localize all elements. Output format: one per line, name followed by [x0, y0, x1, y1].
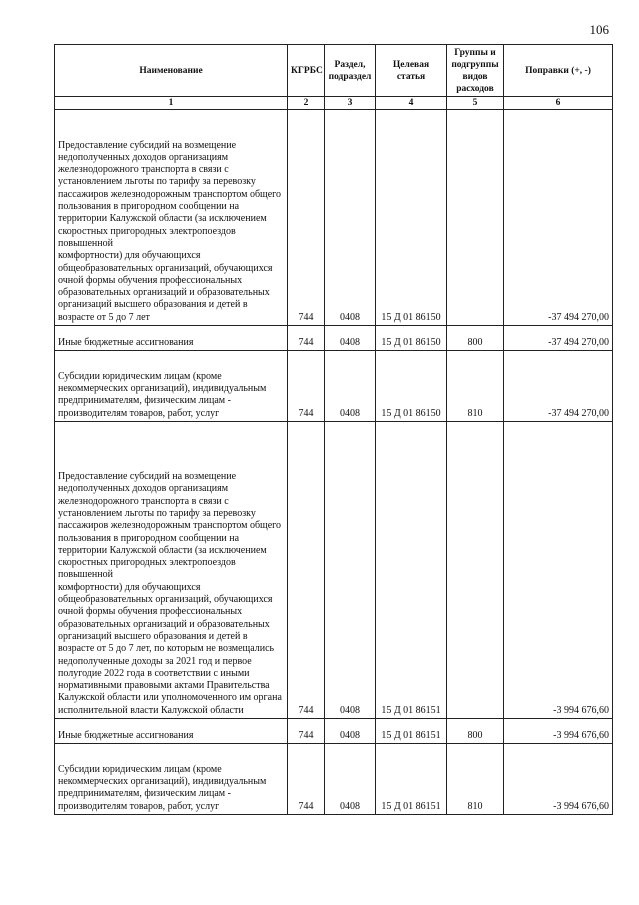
row-section: 0408 — [325, 326, 376, 351]
row-target: 15 Д 01 86150 — [376, 326, 447, 351]
header-section: Раздел, подраздел — [325, 45, 376, 97]
header-group: Группы и подгруппы видов расходов — [447, 45, 504, 97]
row-name: Иные бюджетные ассигнования — [55, 719, 288, 744]
row-target: 15 Д 01 86150 — [376, 351, 447, 422]
row-group: 800 — [447, 719, 504, 744]
row-target: 15 Д 01 86151 — [376, 422, 447, 719]
column-number: 3 — [325, 97, 376, 110]
row-amount: -37 494 270,00 — [504, 326, 613, 351]
row-group: 800 — [447, 326, 504, 351]
row-name: Предоставление субсидий на возмещение недополученных доходов организациям железнодорожного транспорта в связи с установлением льготы по тарифу за перевозку пассажиров железнодорожным транспортом общего пользования в пригородном сообщении на территории Калужской области (за исключением скоростных пригородных электропоездов повышенной комфортности) для обучающихся общеобразовательных организаций, обучающихся очной формы обучения профессиональных образовательных организаций и образовательных организаций высшего образования и детей в возрасте от 5 до 7 лет — [55, 110, 288, 326]
row-kgrbs: 744 — [288, 744, 325, 815]
column-number-row — [55, 97, 613, 110]
row-kgrbs: 744 — [288, 351, 325, 422]
row-group — [447, 110, 504, 326]
table-row — [55, 719, 613, 744]
column-number: 2 — [288, 97, 325, 110]
row-kgrbs: 744 — [288, 422, 325, 719]
row-section: 0408 — [325, 719, 376, 744]
row-amount: -3 994 676,60 — [504, 744, 613, 815]
row-amount: -3 994 676,60 — [504, 719, 613, 744]
column-number: 1 — [55, 97, 288, 110]
row-name: Субсидии юридическим лицам (кроме некоммерческих организаций), индивидуальным предпринимателям, физическим лицам - производителям товаров, работ, услуг — [55, 744, 288, 815]
header-amount: Поправки (+, -) — [504, 45, 613, 97]
row-section: 0408 — [325, 422, 376, 719]
table-row — [55, 351, 613, 422]
column-number: 5 — [447, 97, 504, 110]
row-kgrbs: 744 — [288, 719, 325, 744]
header-kgrbs: КГРБС — [288, 45, 325, 97]
row-name: Иные бюджетные ассигнования — [55, 326, 288, 351]
row-section: 0408 — [325, 351, 376, 422]
page-number: 106 — [589, 22, 609, 37]
table-row — [55, 744, 613, 815]
row-section: 0408 — [325, 110, 376, 326]
header-target: Целевая статья — [376, 45, 447, 97]
table-row — [55, 326, 613, 351]
row-section: 0408 — [325, 744, 376, 815]
header-row — [55, 45, 613, 97]
header-name: Наименование — [55, 45, 288, 97]
row-name: Предоставление субсидий на возмещение недополученных доходов организациям железнодорожного транспорта в связи с установлением льготы по тарифу за перевозку пассажиров железнодорожным транспортом общего пользования в пригородном сообщении на территории Калужской области (за исключением скоростных пригородных электропоездов повышенной комфортности) для обучающихся общеобразовательных организаций, обучающихся очной формы обучения профессиональных образовательных организаций и образовательных организаций высшего образования и детей в возрасте от 5 до 7 лет, по которым не возмещались недополученные доходы за 2021 год и первое полугодие 2022 года в соответствии с иными нормативными правовыми актами Правительства Калужской области или уполномоченного им органа исполнительной власти Калужской области — [55, 422, 288, 719]
column-number: 6 — [504, 97, 613, 110]
row-amount: -37 494 270,00 — [504, 110, 613, 326]
row-kgrbs: 744 — [288, 110, 325, 326]
row-target: 15 Д 01 86151 — [376, 719, 447, 744]
row-kgrbs: 744 — [288, 326, 325, 351]
row-target: 15 Д 01 86151 — [376, 744, 447, 815]
row-group: 810 — [447, 744, 504, 815]
row-amount: -3 994 676,60 — [504, 422, 613, 719]
column-number: 4 — [376, 97, 447, 110]
row-amount: -37 494 270,00 — [504, 351, 613, 422]
budget-amendments-table — [54, 44, 613, 815]
row-name: Субсидии юридическим лицам (кроме некоммерческих организаций), индивидуальным предпринимателям, физическим лицам - производителям товаров, работ, услуг — [55, 351, 288, 422]
row-group: 810 — [447, 351, 504, 422]
table-row — [55, 422, 613, 719]
table-row — [55, 110, 613, 326]
row-group — [447, 422, 504, 719]
row-target: 15 Д 01 86150 — [376, 110, 447, 326]
